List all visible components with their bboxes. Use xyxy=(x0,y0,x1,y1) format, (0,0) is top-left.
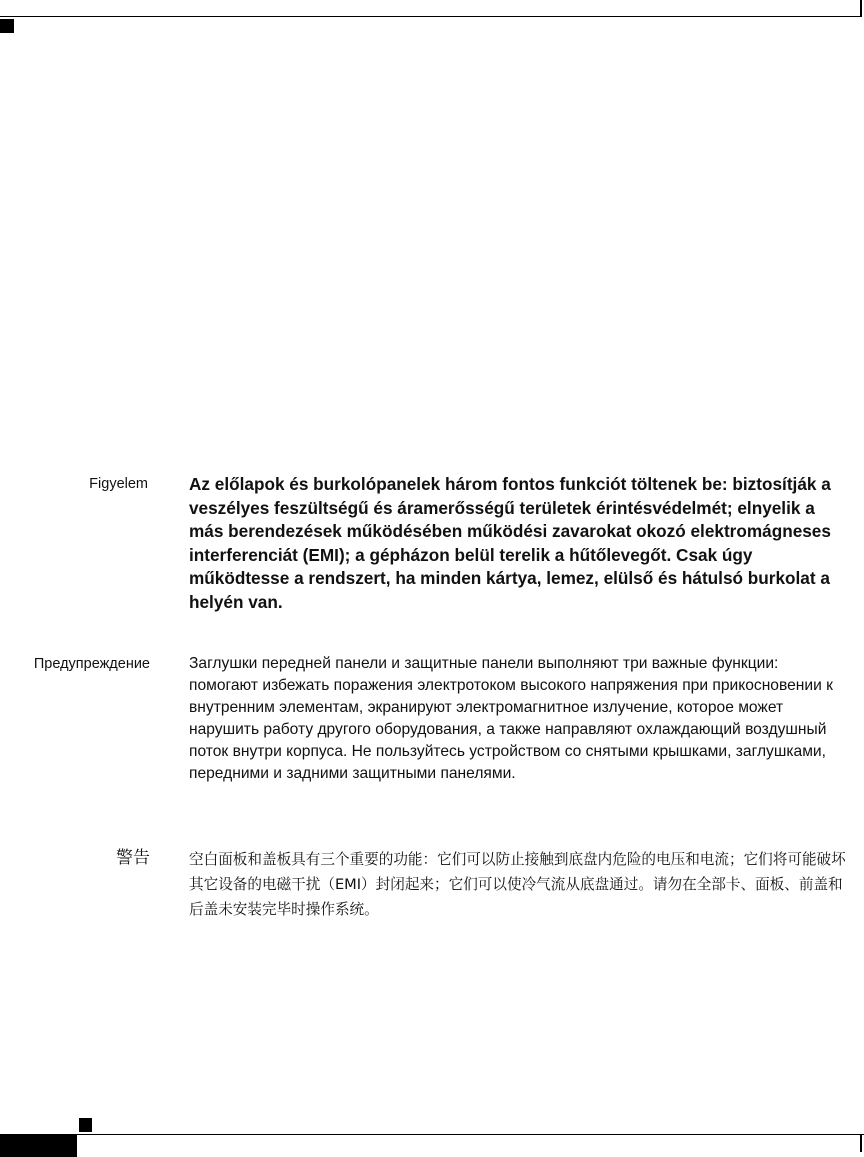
footer-rule-end-tick xyxy=(860,1134,862,1152)
footer-page-tab xyxy=(0,1134,77,1157)
header-rule-end-tick xyxy=(860,0,862,17)
footer-marker xyxy=(79,1118,92,1132)
header-rule xyxy=(0,16,862,17)
footer-rule xyxy=(0,1134,864,1135)
warning-text-hungarian: Az előlapok és burkolópanelek három fontos funkciót töltenek be: biztosítják a veszélyes feszültségű és áramerősségű területek érintésvédelmét; elnyelik a más berendezések működésében működési zavarokat okozó elektromágneses interferenciát (EMI); a gépházon belül terelik a hűtőlevegőt. Csak úgy működtesse a rendszert, ha minden kártya, lemez, elülső és hátulsó burkolat a helyén van. xyxy=(189,474,831,612)
warning-label-hungarian: Figyelem xyxy=(89,476,148,492)
warning-label-chinese: 警告 xyxy=(116,848,150,867)
warning-text-chinese: 空白面板和盖板具有三个重要的功能：它们可以防止接触到底盘内危险的电压和电流；它们将可能破坏其它设备的电磁干扰（EMI）封闭起来；它们可以使冷气流从底盘通过。请勿在全部卡、面板、前盖和后盖未安装完毕时操作系统。 xyxy=(189,851,846,918)
header-corner-marker xyxy=(0,19,14,33)
warning-label-russian: Предупреждение xyxy=(33,656,150,672)
warning-text-russian: Заглушки передней панели и защитные панели выполняют три важные функции: помогают избежать поражения электротоком высокого напряжения при прикосновении к внутренним элементам, экранируют электромагнитное излучение, которое может нарушить работу другого оборудования, а также направляют охлаждающий воздушный поток внутри корпуса. Не пользуйтесь устройством со снятыми крышками, заглушками, передними и задними защитными панелями. xyxy=(189,655,833,782)
